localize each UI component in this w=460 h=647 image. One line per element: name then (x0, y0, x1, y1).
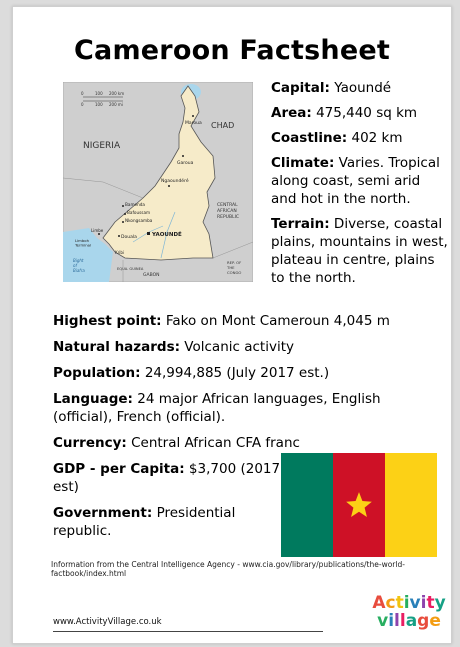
fact-language-label: Language: (53, 391, 133, 407)
fact-coastline-label: Coastline: (271, 130, 348, 146)
fact-government (53, 504, 283, 540)
footer-divider (53, 631, 323, 632)
logo-letter: v (377, 611, 389, 631)
source-citation: Information from the Central Intelligence Agency - www.cia.gov/library/publications/the-world-factbook/index.html (51, 560, 405, 578)
map-label-chad: CHAD (211, 121, 235, 130)
fact-population-label: Population: (53, 365, 141, 381)
fact-natural-hazards-value: Volcanic activity (180, 339, 294, 355)
scale-label-km-100: 100 (95, 91, 103, 96)
facts-right-column (271, 79, 449, 294)
scale-label-mi-200: 200 mi (109, 102, 123, 107)
fact-population-value: 24,994,885 (July 2017 est.) (140, 365, 330, 381)
fact-terrain (271, 215, 449, 287)
fact-highest-point (53, 312, 433, 330)
fact-population (53, 364, 433, 382)
fact-coastline (271, 129, 449, 147)
water-bight-of-biafra: Bight of Biafra (73, 258, 85, 273)
logo-letter: a (405, 611, 418, 631)
cameroon-map (63, 82, 253, 282)
fact-natural-hazards-label: Natural hazards: (53, 339, 181, 355)
logo-letter: t (395, 593, 404, 613)
flag-star-icon (345, 491, 373, 519)
fact-currency-value: Central African CFA franc (126, 435, 300, 451)
city-maroua: Maroua (185, 121, 202, 126)
logo-letter: l (394, 611, 400, 631)
city-kribi: Kribi (115, 250, 125, 255)
footer-url-link[interactable]: www.ActivityVillage.co.uk (53, 617, 162, 627)
fact-capital-value: Yaoundé (329, 80, 392, 96)
fact-highest-point-label: Highest point: (53, 313, 162, 329)
fact-highest-point-value: Fako on Mont Cameroun 4,045 m (161, 313, 390, 329)
fact-language-value: 24 major African languages, English (official), French (official). (53, 391, 381, 425)
logo-letter: v (409, 593, 421, 613)
city-yaounde: YAOUNDÉ (152, 232, 182, 238)
flag-stripe-yellow (385, 453, 437, 557)
city-limboh-terminal: Limboh Terminal (75, 238, 92, 248)
fact-government-value: Presidential republic. (53, 505, 236, 539)
fact-area (271, 104, 449, 122)
fact-coastline-value: 402 km (347, 130, 403, 146)
factsheet-page (12, 6, 452, 644)
fact-capital-label: Capital: (271, 80, 330, 96)
logo-letter: y (434, 593, 446, 613)
logo-letter: i (420, 593, 427, 613)
map-label-gabon: GABON (143, 273, 160, 278)
city-nkongsamba: Nkongsamba (125, 218, 153, 223)
city-limbe: Limbe (91, 228, 104, 233)
city-bafoussam: Bafoussam (127, 210, 151, 215)
fact-climate (271, 154, 449, 208)
fact-terrain-label: Terrain: (271, 216, 330, 232)
fact-currency (53, 434, 433, 452)
logo-letter: t (426, 593, 435, 613)
fact-gdp (53, 460, 283, 496)
fact-government-label: Government: (53, 505, 153, 521)
flag-stripe-red (333, 453, 385, 557)
flag-stripe-green (281, 453, 333, 557)
map-label-roc: REP. OF THE CONGO (227, 260, 242, 275)
map-label-car: CENTRAL AFRICAN REPUBLIC (217, 203, 240, 220)
fact-area-label: Area: (271, 105, 312, 121)
map-label-eq-guinea: EQUA. GUINEA (117, 267, 144, 271)
fact-language (53, 390, 433, 426)
city-douala: Douala (121, 235, 137, 240)
map-label-nigeria: NIGERIA (83, 141, 121, 151)
scale-label-mi-0: 0 (81, 102, 84, 107)
fact-climate-value: Varies. Tropical along coast, semi arid and hot in the north. (271, 155, 440, 207)
cameroon-flag (281, 453, 437, 557)
logo-letter: A (372, 593, 386, 613)
fact-terrain-value: Diverse, coastal plains, mountains in west, plateau in centre, plains to the north. (271, 216, 448, 286)
logo-letter: l (399, 611, 406, 631)
logo-line-activity (369, 594, 449, 612)
fact-gdp-label: GDP - per Capita: (53, 461, 185, 477)
logo-letter: i (388, 611, 395, 631)
logo-letter: i (403, 593, 410, 613)
scale-label-mi-100: 100 (95, 102, 103, 107)
fact-area-value: 475,440 sq km (311, 105, 418, 121)
fact-climate-label: Climate: (271, 155, 335, 171)
activity-village-logo (369, 594, 449, 630)
fact-natural-hazards (53, 338, 433, 356)
scale-label-km-0: 0 (81, 91, 84, 96)
fact-currency-label: Currency: (53, 435, 127, 451)
fact-gdp-value: $3,700 (2017 est) (53, 461, 281, 495)
scale-label-km-200: 200 km (109, 91, 125, 96)
city-ngaoundere: Ngaoundéré (161, 179, 189, 184)
page-title: Cameroon Factsheet (74, 35, 390, 66)
logo-letter: g (417, 611, 430, 631)
logo-letter: c (385, 593, 396, 613)
logo-line-village (369, 612, 449, 630)
city-bamenda: Bamenda (125, 202, 145, 207)
fact-capital (271, 79, 449, 97)
logo-letter: e (429, 611, 441, 631)
city-garoua: Garoua (177, 161, 194, 166)
